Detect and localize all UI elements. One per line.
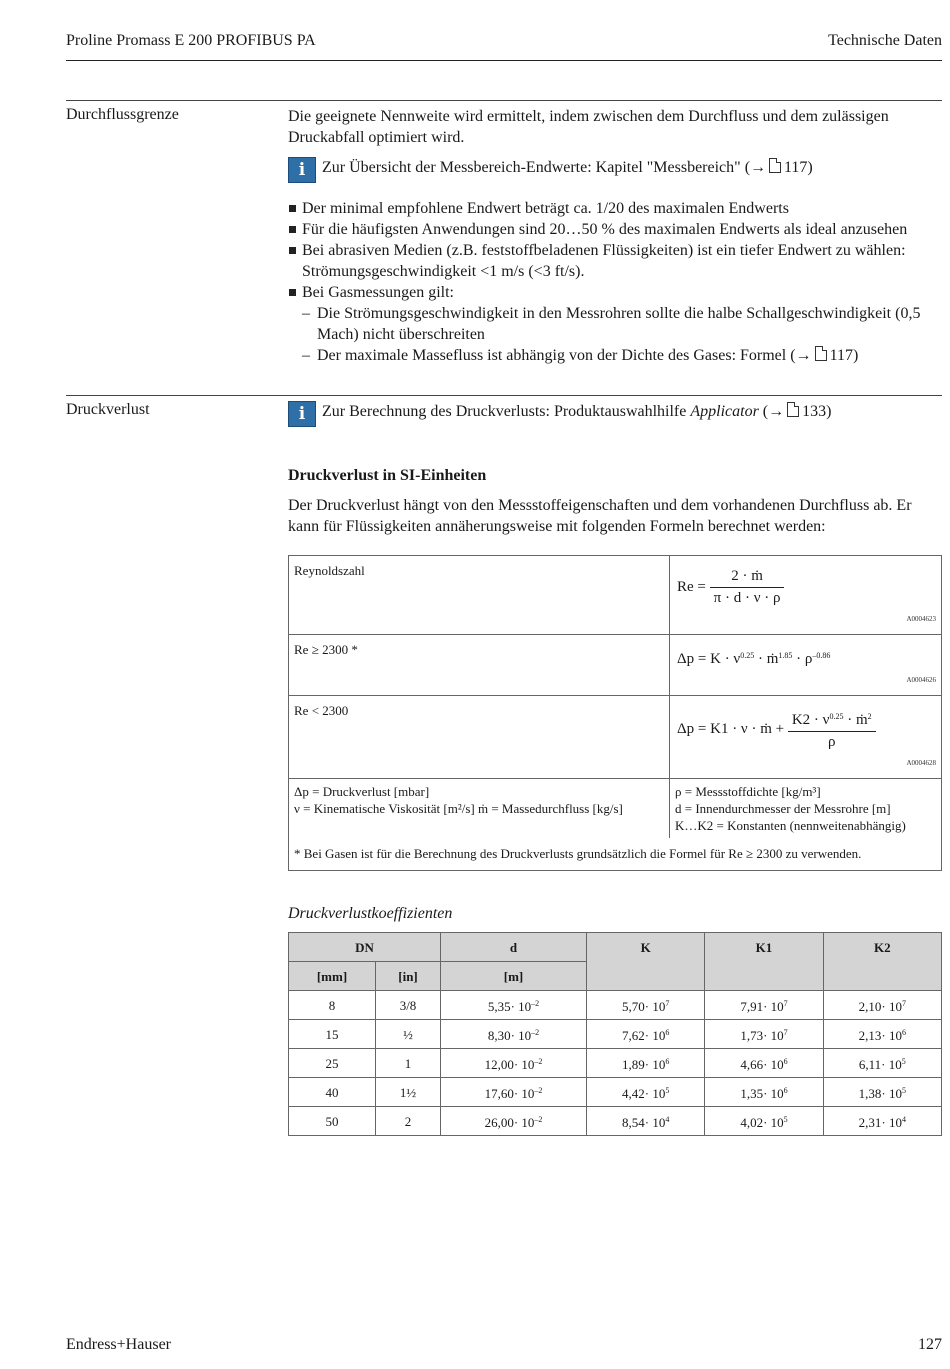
column-header: K [587,933,705,991]
page-footer [66,1336,942,1354]
header-section: Technische Daten [828,32,942,49]
table-cell: Re ≥ 2300 * [289,635,670,696]
legend-right: ρ = Messstoffdichte [kg/m³] d = Innendurchmesser der Messrohre [m] K…K2 = Konstanten (nennweitenabhängig) [670,779,942,839]
page-header [66,32,942,61]
list-item: Der minimal empfohlene Endwert beträgt ca. 1/20 des maximalen Endwerts [288,198,942,219]
table-cell: 3/8 [376,991,441,1020]
table-cell: 1½ [376,1078,441,1107]
section-label-druckverlust: Druckverlust [66,401,150,418]
table-cell: 15 [289,1020,376,1049]
table-cell: ½ [376,1020,441,1049]
table-row [289,1020,942,1049]
table-row [289,1107,942,1136]
table-header-row [289,933,942,962]
table-cell: $4,02\cdot 10^5$ [705,1107,823,1136]
page-ref-icon [769,158,781,173]
coeff-table-title: Druckverlustkoeffizienten [288,905,453,922]
sub-list [302,303,942,366]
column-header: [mm] [289,962,376,991]
table-row [289,1049,942,1078]
table-row [289,991,942,1020]
table-cell: $2,31\cdot 10^4$ [823,1107,941,1136]
table-cell: $5,35\cdot 10^{-2}$ [441,991,587,1020]
table-cell: 25 [289,1049,376,1078]
list-item: Bei abrasiven Medien (z.B. feststoffbeladenen Flüssigkeiten) ist ein tiefer Endwert zu wählen: Strömungsgeschwindigkeit <1 m/s (<3 ft/s). [288,240,942,282]
sub-list-item: – Der maximale Massefluss ist abhängig von der Dichte des Gases: Formel (→ 117) [302,345,942,366]
intro-text: Die geeignete Nennweite wird ermittelt, indem zwischen dem Durchfluss und dem zulässigen Druckabfall optimiert wird. [288,108,889,146]
formula-laminar: Δp = K1 · ν · ṁ + $\frac{K2 \cdot \nu^{0.25} \cdot ṁ^2}{\rho}$ [675,700,936,753]
table-cell: $1,35\cdot 10^6$ [705,1078,823,1107]
info-note-text: Zur Berechnung des Druckverlusts: Produktauswahlhilfe Applicator (→ 133) [322,403,832,420]
page-link[interactable]: 117) [829,347,859,364]
table-cell: $4,66\cdot 10^6$ [705,1049,823,1078]
table-row [289,838,942,871]
info-note-text: Zur Übersicht der Messbereich-Endwerte: Kapitel "Messbereich" (→ 117) [322,159,813,176]
info-icon: i [288,401,316,427]
page-ref-icon [787,402,799,417]
formula-code: A0004626 [906,676,936,684]
formula-code: A0004628 [906,759,936,767]
legend-left: Δp = Druckverlust [mbar] ν = Kinematische Viskosität [m²/s] ṁ = Massedurchfluss [kg/s] [289,779,670,839]
column-header: DN [289,933,441,962]
formula-reynolds: Re = $\frac{\text{2 · ṁ}}{\pi \cdot d \cdot \nu \cdot \rho}$ [675,560,936,609]
footer-company: Endress+Hauser [66,1336,171,1353]
formula-cell [670,556,942,635]
table-cell: $8,54\cdot 10^4$ [587,1107,705,1136]
table-row [289,779,942,839]
list-item: Für die häufigsten Anwendungen sind 20…50 % des maximalen Endwerts als ideal anzusehen [288,219,942,240]
formula-cell [670,635,942,696]
page-link[interactable]: 117) [784,159,813,176]
table-cell: $1,73\cdot 10^7$ [705,1020,823,1049]
table-cell: $26,00\cdot 10^{-2}$ [441,1107,587,1136]
table-cell: $4,42\cdot 10^5$ [587,1078,705,1107]
info-icon: i [288,157,316,183]
table-cell: $1,89\cdot 10^6$ [587,1049,705,1078]
formula-code: A0004623 [906,615,936,623]
section-druckverlust [288,401,942,1136]
section-divider [66,100,942,101]
table-cell: $5,70\cdot 10^7$ [587,991,705,1020]
table-cell: $1,38\cdot 10^5$ [823,1078,941,1107]
info-note [288,157,942,183]
formula-turbulent: $\Delta p = K \cdot \nu^{0.25}$ · ṁ$^{1.85}$ · $\rho^{-0.86}$ [677,651,831,667]
subsection-heading: Druckverlust in SI-Einheiten [288,467,487,484]
table-cell: $8,30\cdot 10^{-2}$ [441,1020,587,1049]
table-row [289,1078,942,1107]
table-row [289,556,942,635]
table-cell: $2,10\cdot 10^7$ [823,991,941,1020]
table-row [289,696,942,779]
table-row [289,635,942,696]
column-header: [in] [376,962,441,991]
table-cell: $12,00\cdot 10^{-2}$ [441,1049,587,1078]
page-number: 127 [918,1336,942,1353]
formula-cell [670,696,942,779]
header-product: Proline Promass E 200 PROFIBUS PA [66,32,316,49]
column-header: [m] [441,962,587,991]
page-link[interactable]: 133) [802,403,832,420]
column-header: K1 [705,933,823,991]
table-cell: $6,11\cdot 10^5$ [823,1049,941,1078]
column-header: d [441,933,587,962]
table-cell: 8 [289,991,376,1020]
page-ref-icon [815,346,827,361]
table-footnote: * Bei Gasen ist für die Berechnung des Druckverlusts grundsätzlich die Formel für Re ≥ 2300 zu verwenden. [289,838,942,871]
table-cell: 40 [289,1078,376,1107]
table-cell: $7,91\cdot 10^7$ [705,991,823,1020]
section-label-durchflussgrenze: Durchflussgrenze [66,106,179,123]
table-cell: $17,60\cdot 10^{-2}$ [441,1078,587,1107]
sub-list-item: – Die Strömungsgeschwindigkeit in den Messrohren sollte die halbe Schallgeschwindigkeit (0,5 Mach) nicht überschreiten [302,303,942,345]
formula-table [288,555,942,871]
intro-text: Der Druckverlust hängt von den Messstoffeigenschaften und dem vorhandenen Durchfluss ab. Er kann für Flüssigkeiten annäherungsweise mit folgenden Formeln berechnet werden: [288,497,912,535]
table-cell: 1 [376,1049,441,1078]
section-durchflussgrenze [288,106,942,366]
bullet-list [288,198,942,366]
column-header: K2 [823,933,941,991]
section-divider [66,395,942,396]
table-cell: Reynoldszahl [289,556,670,635]
info-note [288,401,942,427]
table-cell: 50 [289,1107,376,1136]
table-cell: $7,62\cdot 10^6$ [587,1020,705,1049]
table-cell: 2 [376,1107,441,1136]
coeff-table-body [289,991,942,1136]
list-item: Bei Gasmessungen gilt: – Die Strömungsgeschwindigkeit in den Messrohren sollte die halbe Schallgeschwindigkeit (0,5 Mach) nicht überschreiten – Der maximale Massefluss ist abhängig von der Dichte des Gases: Formel (→ 117) [288,282,942,366]
table-cell: Re < 2300 [289,696,670,779]
table-cell: $2,13\cdot 10^6$ [823,1020,941,1049]
coeff-table [288,932,942,1136]
